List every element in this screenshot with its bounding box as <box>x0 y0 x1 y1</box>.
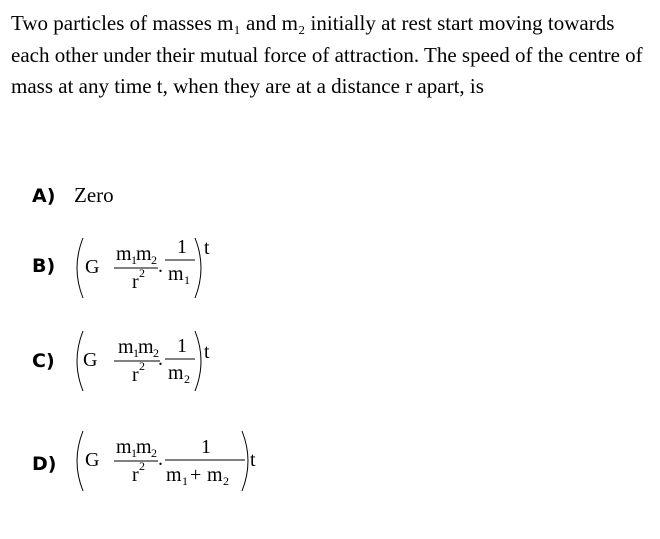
formula-t: t <box>204 237 210 259</box>
formula-den2-sub: 2 <box>184 372 190 386</box>
formula-den2a-sub: 1 <box>182 474 188 488</box>
question-text: Two particles of masses m₁ and m₂ initially at rest start moving towards each other under their mutual force of attraction. The speed of the centre of mass at any time t, when they are at a distance r apart, is <box>11 11 643 98</box>
right-paren <box>195 238 201 298</box>
formula-den: r <box>132 464 139 486</box>
formula-dot: . <box>158 255 163 277</box>
formula-dot: . <box>158 348 163 370</box>
formula-num1-sub: 1 <box>131 253 137 267</box>
right-paren <box>195 331 201 391</box>
option-b-formula <box>70 235 220 305</box>
formula-num2-sub: 2 <box>153 346 159 360</box>
option-d-formula <box>70 428 270 498</box>
formula-den: r <box>132 364 139 386</box>
formula-num2: m <box>136 243 152 265</box>
option-b-label: B) <box>32 255 56 277</box>
formula-den2: m <box>168 362 184 384</box>
option-c-label: C) <box>32 350 55 372</box>
option-a-text: Zero <box>74 183 114 207</box>
formula-num2: m <box>136 436 152 458</box>
formula-one: 1 <box>177 335 187 357</box>
formula-num1: m <box>118 336 134 358</box>
formula-num2-sub: 2 <box>151 446 157 460</box>
formula-t: t <box>204 341 210 363</box>
formula-den2b-sub: 2 <box>223 474 229 488</box>
formula-g: G <box>85 256 100 278</box>
formula-den2b: m <box>207 464 223 486</box>
left-paren <box>77 431 83 491</box>
option-d-label: D) <box>32 453 57 475</box>
formula-num2-sub: 2 <box>151 253 157 267</box>
formula-den2a: m <box>166 464 182 486</box>
formula-den2: m <box>168 263 184 285</box>
formula-num1-sub: 1 <box>131 446 137 460</box>
option-c-formula <box>70 328 220 398</box>
formula-num1: m <box>116 243 132 265</box>
formula-g: G <box>85 449 100 471</box>
left-paren <box>77 238 83 298</box>
formula-plus: + <box>190 464 202 486</box>
formula-den-sup: 2 <box>139 459 145 473</box>
formula-one: 1 <box>177 236 187 258</box>
formula-num1: m <box>116 436 132 458</box>
formula-den2-sub: 1 <box>184 273 190 287</box>
formula-one: 1 <box>201 436 211 458</box>
formula-t: t <box>250 449 256 471</box>
formula-den: r <box>132 271 139 293</box>
option-a-label: A) <box>32 185 56 207</box>
formula-num2: m <box>138 336 154 358</box>
right-paren <box>242 431 248 491</box>
formula-den-sup: 2 <box>139 359 145 373</box>
formula-den-sup: 2 <box>139 266 145 280</box>
formula-g: G <box>83 349 98 371</box>
formula-num1-sub: 1 <box>133 346 139 360</box>
formula-dot: . <box>158 448 163 470</box>
